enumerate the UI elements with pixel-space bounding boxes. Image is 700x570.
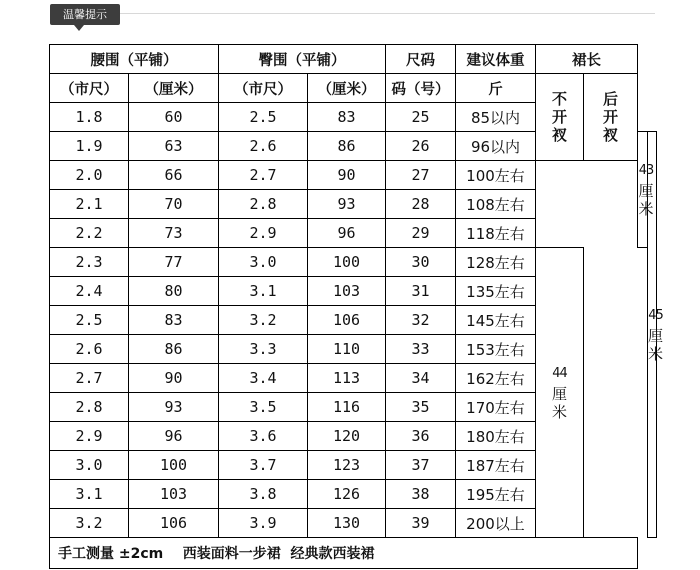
cell-hip-cm: 116 xyxy=(308,393,386,422)
cell-size: 26 xyxy=(386,132,456,161)
cell-waist-cm: 100 xyxy=(129,451,219,480)
cell-hip-cm: 96 xyxy=(308,219,386,248)
skirt-no-slit-43 xyxy=(638,132,654,248)
table-row xyxy=(50,161,657,190)
cell-waist-chi: 1.8 xyxy=(50,103,129,132)
cell-waist-chi: 2.0 xyxy=(50,161,129,190)
cell-weight: 162左右 xyxy=(456,364,536,393)
skirt-length-45-number: 45 xyxy=(648,307,663,323)
cell-waist-cm: 63 xyxy=(129,132,219,161)
cell-weight: 170左右 xyxy=(456,393,536,422)
cell-hip-cm: 83 xyxy=(308,103,386,132)
cell-hip-cm: 120 xyxy=(308,422,386,451)
cell-waist-cm: 73 xyxy=(129,219,219,248)
cell-hip-cm: 106 xyxy=(308,306,386,335)
cell-waist-chi: 3.0 xyxy=(50,451,129,480)
cell-weight: 108左右 xyxy=(456,190,536,219)
cell-hip-cm: 123 xyxy=(308,451,386,480)
cell-waist-chi: 2.6 xyxy=(50,335,129,364)
cell-waist-chi: 2.2 xyxy=(50,219,129,248)
no-slit-label: 不开衩 xyxy=(551,90,567,144)
cell-waist-chi: 2.7 xyxy=(50,364,129,393)
cell-hip-chi: 2.7 xyxy=(219,161,308,190)
cell-waist-cm: 103 xyxy=(129,480,219,509)
subheader-hip-chi: （市尺） xyxy=(219,74,308,103)
cell-hip-cm: 113 xyxy=(308,364,386,393)
cell-waist-cm: 66 xyxy=(129,161,219,190)
cell-waist-chi: 3.1 xyxy=(50,480,129,509)
cell-waist-cm: 77 xyxy=(129,248,219,277)
cell-hip-cm: 100 xyxy=(308,248,386,277)
cell-hip-cm: 86 xyxy=(308,132,386,161)
skirt-no-slit-44 xyxy=(536,248,584,538)
cell-size: 25 xyxy=(386,103,456,132)
cell-size: 39 xyxy=(386,509,456,538)
cell-waist-cm: 60 xyxy=(129,103,219,132)
skirt-length-44-number: 44 xyxy=(552,365,567,381)
table-row xyxy=(50,248,657,277)
cell-hip-chi: 2.9 xyxy=(219,219,308,248)
cell-hip-chi: 3.5 xyxy=(219,393,308,422)
cell-hip-cm: 93 xyxy=(308,190,386,219)
cell-waist-chi: 2.3 xyxy=(50,248,129,277)
cell-hip-chi: 3.4 xyxy=(219,364,308,393)
cell-size: 35 xyxy=(386,393,456,422)
cell-hip-cm: 90 xyxy=(308,161,386,190)
skirt-length-44-unit: 厘米 xyxy=(551,384,567,421)
cell-weight: 96以内 xyxy=(456,132,536,161)
cell-waist-chi: 2.8 xyxy=(50,393,129,422)
cell-size: 37 xyxy=(386,451,456,480)
header-size: 尺码 xyxy=(386,45,456,74)
cell-waist-cm: 83 xyxy=(129,306,219,335)
cell-waist-cm: 80 xyxy=(129,277,219,306)
cell-waist-cm: 90 xyxy=(129,364,219,393)
cell-hip-chi: 3.8 xyxy=(219,480,308,509)
header-skirt-length: 裙长 xyxy=(536,45,638,74)
cell-hip-chi: 2.8 xyxy=(219,190,308,219)
cell-weight: 128左右 xyxy=(456,248,536,277)
cell-waist-cm: 93 xyxy=(129,393,219,422)
cell-hip-chi: 3.9 xyxy=(219,509,308,538)
table-row xyxy=(50,219,657,248)
notice-tag: 温馨提示 xyxy=(50,4,120,25)
cell-hip-chi: 3.3 xyxy=(219,335,308,364)
subheader-waist-chi: （市尺） xyxy=(50,74,129,103)
cell-size: 32 xyxy=(386,306,456,335)
cell-hip-chi: 2.5 xyxy=(219,103,308,132)
header-waist: 腰围（平铺） xyxy=(50,45,219,74)
skirt-length-43-unit: 厘米 xyxy=(638,181,654,218)
cell-hip-cm: 130 xyxy=(308,509,386,538)
header-weight: 建议体重 xyxy=(456,45,536,74)
subheader-hip-cm: （厘米） xyxy=(308,74,386,103)
cell-hip-cm: 126 xyxy=(308,480,386,509)
cell-weight: 135左右 xyxy=(456,277,536,306)
cell-size: 28 xyxy=(386,190,456,219)
cell-waist-chi: 2.9 xyxy=(50,422,129,451)
header-row xyxy=(50,45,657,74)
cell-hip-cm: 103 xyxy=(308,277,386,306)
cell-size: 30 xyxy=(386,248,456,277)
cell-hip-chi: 3.6 xyxy=(219,422,308,451)
cell-waist-cm: 70 xyxy=(129,190,219,219)
subheader-no-slit xyxy=(536,74,584,161)
cell-size: 38 xyxy=(386,480,456,509)
skirt-length-45 xyxy=(648,307,664,363)
cell-waist-cm: 96 xyxy=(129,422,219,451)
cell-size: 27 xyxy=(386,161,456,190)
cell-weight: 153左右 xyxy=(456,335,536,364)
subheader-row xyxy=(50,74,657,103)
cell-waist-cm: 106 xyxy=(129,509,219,538)
notice-tag-pointer xyxy=(74,25,84,31)
cell-waist-chi: 2.5 xyxy=(50,306,129,335)
cell-weight: 195左右 xyxy=(456,480,536,509)
skirt-length-45-unit: 厘米 xyxy=(647,326,663,363)
cell-waist-chi: 1.9 xyxy=(50,132,129,161)
size-chart-table xyxy=(49,44,663,569)
cell-hip-chi: 3.1 xyxy=(219,277,308,306)
subheader-weight-unit: 斤 xyxy=(456,74,536,103)
cell-size: 29 xyxy=(386,219,456,248)
back-slit-label: 后开衩 xyxy=(602,90,618,144)
cell-size: 33 xyxy=(386,335,456,364)
cell-hip-cm: 110 xyxy=(308,335,386,364)
cell-weight: 118左右 xyxy=(456,219,536,248)
cell-size: 31 xyxy=(386,277,456,306)
subheader-size-no: 码（号） xyxy=(386,74,456,103)
cell-hip-chi: 3.0 xyxy=(219,248,308,277)
cell-weight: 187左右 xyxy=(456,451,536,480)
cell-waist-chi: 2.1 xyxy=(50,190,129,219)
cell-weight: 85以内 xyxy=(456,103,536,132)
cell-hip-chi: 3.2 xyxy=(219,306,308,335)
cell-weight: 100左右 xyxy=(456,161,536,190)
cell-hip-chi: 3.7 xyxy=(219,451,308,480)
cell-weight: 145左右 xyxy=(456,306,536,335)
footer-row xyxy=(50,538,657,569)
divider-line xyxy=(120,13,655,14)
cell-waist-cm: 86 xyxy=(129,335,219,364)
cell-waist-chi: 2.4 xyxy=(50,277,129,306)
subheader-waist-cm: （厘米） xyxy=(129,74,219,103)
skirt-length-43 xyxy=(638,162,654,218)
cell-hip-chi: 2.6 xyxy=(219,132,308,161)
cell-size: 34 xyxy=(386,364,456,393)
cell-waist-chi: 3.2 xyxy=(50,509,129,538)
skirt-length-44 xyxy=(552,365,568,421)
cell-size: 36 xyxy=(386,422,456,451)
cell-weight: 180左右 xyxy=(456,422,536,451)
skirt-length-43-number: 43 xyxy=(638,162,654,178)
table-row xyxy=(50,190,657,219)
subheader-back-slit xyxy=(584,74,638,161)
cell-weight: 200以上 xyxy=(456,509,536,538)
footer-note: 手工测量 ±2cm 西装面料一步裙 经典款西装裙 xyxy=(50,538,638,569)
header-hip: 臀围（平铺） xyxy=(219,45,386,74)
